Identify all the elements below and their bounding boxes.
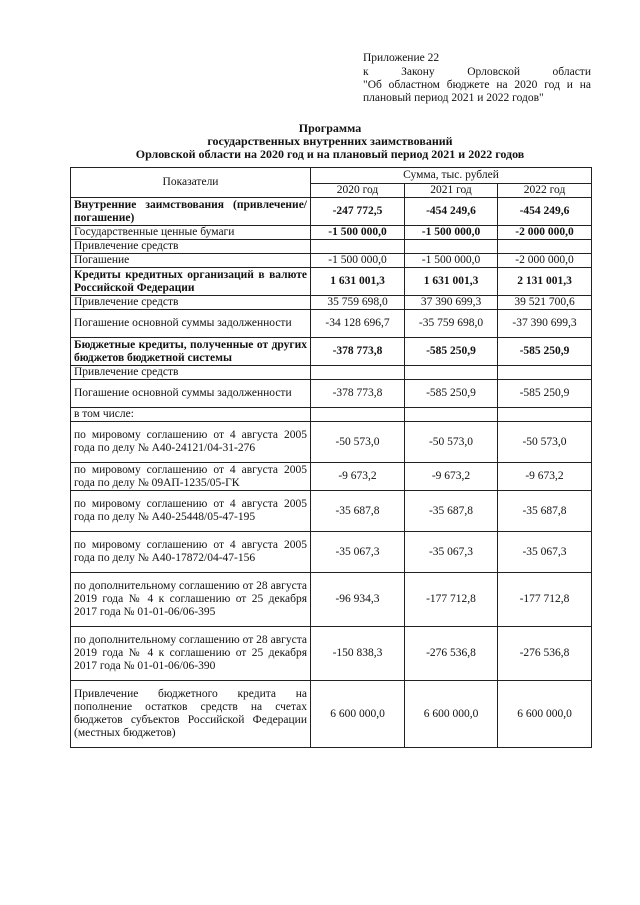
row-label: в том числе: bbox=[71, 408, 311, 422]
row-value-2021: -454 249,6 bbox=[405, 198, 498, 226]
header-year-2022: 2022 год bbox=[498, 184, 592, 198]
appendix-k: к bbox=[363, 66, 369, 78]
row-value-2020: -1 500 000,0 bbox=[311, 226, 405, 240]
row-label: Кредиты кредитных организаций в валюте Российской Федерации bbox=[71, 268, 311, 296]
row-value-2020: 35 759 698,0 bbox=[311, 296, 405, 310]
row-label: Погашение основной суммы задолженности bbox=[71, 310, 311, 338]
table-row bbox=[71, 366, 592, 380]
appendix-oblast-word: области bbox=[552, 66, 591, 78]
row-value-2020 bbox=[311, 240, 405, 254]
table-row bbox=[71, 310, 592, 338]
row-value-2022 bbox=[498, 408, 592, 422]
program-title-line2: государственных внутренних заимствований bbox=[207, 134, 453, 148]
row-label: Привлечение бюджетного кредита на пополнение остатков средств на счетах бюджетов субъектов Российской Федерации (местных бюджетов) bbox=[71, 681, 311, 748]
row-value-2022: -585 250,9 bbox=[498, 338, 592, 366]
row-value-2022 bbox=[498, 240, 592, 254]
row-value-2022: -2 000 000,0 bbox=[498, 254, 592, 268]
table-row bbox=[71, 254, 592, 268]
row-value-2021: 37 390 699,3 bbox=[405, 296, 498, 310]
row-value-2021: -35 067,3 bbox=[405, 532, 498, 573]
row-value-2022: -37 390 699,3 bbox=[498, 310, 592, 338]
row-value-2021: -50 573,0 bbox=[405, 422, 498, 463]
appendix-header bbox=[363, 52, 591, 105]
table-row bbox=[71, 226, 592, 240]
row-value-2020 bbox=[311, 408, 405, 422]
row-label: по мировому соглашению от 4 августа 2005 года по делу № 09АП-1235/05-ГК bbox=[71, 463, 311, 491]
appendix-title: Приложение 22 bbox=[363, 52, 440, 64]
row-value-2022: -585 250,9 bbox=[498, 380, 592, 408]
row-value-2022: -9 673,2 bbox=[498, 463, 592, 491]
row-value-2020 bbox=[311, 366, 405, 380]
row-label: по мировому соглашению от 4 августа 2005 года по делу № А40-17872/04-47-156 bbox=[71, 532, 311, 573]
table-row bbox=[71, 408, 592, 422]
row-value-2021: -9 673,2 bbox=[405, 463, 498, 491]
appendix-law-line bbox=[363, 66, 591, 79]
header-sum: Сумма, тыс. рублей bbox=[311, 168, 592, 184]
row-label: по дополнительному соглашению от 28 августа 2019 года № 4 к соглашению от 25 декабря 2017 года № 01-01-06/06-395 bbox=[71, 573, 311, 627]
table-row bbox=[71, 198, 592, 226]
table-row bbox=[71, 463, 592, 491]
table-row bbox=[71, 380, 592, 408]
appendix-law-title-line2: плановый период 2021 и 2022 годов" bbox=[363, 92, 544, 104]
header-year-2021: 2021 год bbox=[405, 184, 498, 198]
row-value-2022: -50 573,0 bbox=[498, 422, 592, 463]
row-label: Привлечение средств bbox=[71, 366, 311, 380]
table-row bbox=[71, 627, 592, 681]
row-label: по мировому соглашению от 4 августа 2005 года по делу № А40-25448/05-47-195 bbox=[71, 491, 311, 532]
row-value-2022: -276 536,8 bbox=[498, 627, 592, 681]
row-value-2021: -35 687,8 bbox=[405, 491, 498, 532]
row-value-2022: -2 000 000,0 bbox=[498, 226, 592, 240]
row-value-2022: -454 249,6 bbox=[498, 198, 592, 226]
row-label: Погашение основной суммы задолженности bbox=[71, 380, 311, 408]
row-label: Привлечение средств bbox=[71, 240, 311, 254]
row-label: по дополнительному соглашению от 28 августа 2019 года № 4 к соглашению от 25 декабря 2017 года № 01-01-06/06-390 bbox=[71, 627, 311, 681]
program-title bbox=[70, 122, 590, 161]
row-value-2021: 6 600 000,0 bbox=[405, 681, 498, 748]
row-value-2021 bbox=[405, 366, 498, 380]
table-row bbox=[71, 422, 592, 463]
appendix-region-word: Орловской bbox=[467, 66, 520, 78]
appendix-law-title-line1: "Об областном бюджете на 2020 год и на bbox=[363, 79, 591, 91]
row-label: по мировому соглашению от 4 августа 2005 года по делу № А40-24121/04-31-276 bbox=[71, 422, 311, 463]
header-indicator: Показатели bbox=[71, 168, 311, 198]
row-value-2020: -50 573,0 bbox=[311, 422, 405, 463]
row-value-2022: 39 521 700,6 bbox=[498, 296, 592, 310]
row-value-2021: -1 500 000,0 bbox=[405, 254, 498, 268]
row-value-2020: -35 067,3 bbox=[311, 532, 405, 573]
row-value-2020: -35 687,8 bbox=[311, 491, 405, 532]
row-value-2020: -96 934,3 bbox=[311, 573, 405, 627]
row-label: Внутренние заимствования (привлечение/погашение) bbox=[71, 198, 311, 226]
row-value-2021: -35 759 698,0 bbox=[405, 310, 498, 338]
table-row bbox=[71, 240, 592, 254]
row-value-2022: 6 600 000,0 bbox=[498, 681, 592, 748]
row-value-2021: -276 536,8 bbox=[405, 627, 498, 681]
table-body bbox=[71, 198, 592, 748]
row-value-2021: 1 631 001,3 bbox=[405, 268, 498, 296]
row-value-2022: -177 712,8 bbox=[498, 573, 592, 627]
row-value-2022: 2 131 001,3 bbox=[498, 268, 592, 296]
borrowing-program-table bbox=[70, 167, 592, 748]
table-row bbox=[71, 491, 592, 532]
row-value-2021: -585 250,9 bbox=[405, 380, 498, 408]
row-value-2020: 1 631 001,3 bbox=[311, 268, 405, 296]
row-label: Привлечение средств bbox=[71, 296, 311, 310]
appendix-law-word: Закону bbox=[401, 66, 435, 78]
row-value-2020: -9 673,2 bbox=[311, 463, 405, 491]
table-row bbox=[71, 681, 592, 748]
table-row bbox=[71, 296, 592, 310]
row-label: Погашение bbox=[71, 254, 311, 268]
row-value-2021: -1 500 000,0 bbox=[405, 226, 498, 240]
table-row bbox=[71, 338, 592, 366]
row-value-2020: -150 838,3 bbox=[311, 627, 405, 681]
row-value-2022: -35 687,8 bbox=[498, 491, 592, 532]
row-label: Бюджетные кредиты, полученные от других бюджетов бюджетной системы bbox=[71, 338, 311, 366]
row-value-2020: 6 600 000,0 bbox=[311, 681, 405, 748]
row-value-2021 bbox=[405, 240, 498, 254]
row-value-2021: -177 712,8 bbox=[405, 573, 498, 627]
row-value-2020: -1 500 000,0 bbox=[311, 254, 405, 268]
program-title-line1: Программа bbox=[298, 121, 362, 135]
row-value-2020: -378 773,8 bbox=[311, 338, 405, 366]
row-value-2021: -585 250,9 bbox=[405, 338, 498, 366]
table-row bbox=[71, 573, 592, 627]
row-value-2020: -34 128 696,7 bbox=[311, 310, 405, 338]
row-label: Государственные ценные бумаги bbox=[71, 226, 311, 240]
table-header bbox=[71, 168, 592, 198]
header-year-2020: 2020 год bbox=[311, 184, 405, 198]
program-title-line3: Орловской области на 2020 год и на плановый период 2021 и 2022 годов bbox=[135, 147, 525, 161]
table-row bbox=[71, 532, 592, 573]
row-value-2021 bbox=[405, 408, 498, 422]
table-row bbox=[71, 268, 592, 296]
row-value-2022 bbox=[498, 366, 592, 380]
row-value-2020: -378 773,8 bbox=[311, 380, 405, 408]
row-value-2022: -35 067,3 bbox=[498, 532, 592, 573]
row-value-2020: -247 772,5 bbox=[311, 198, 405, 226]
